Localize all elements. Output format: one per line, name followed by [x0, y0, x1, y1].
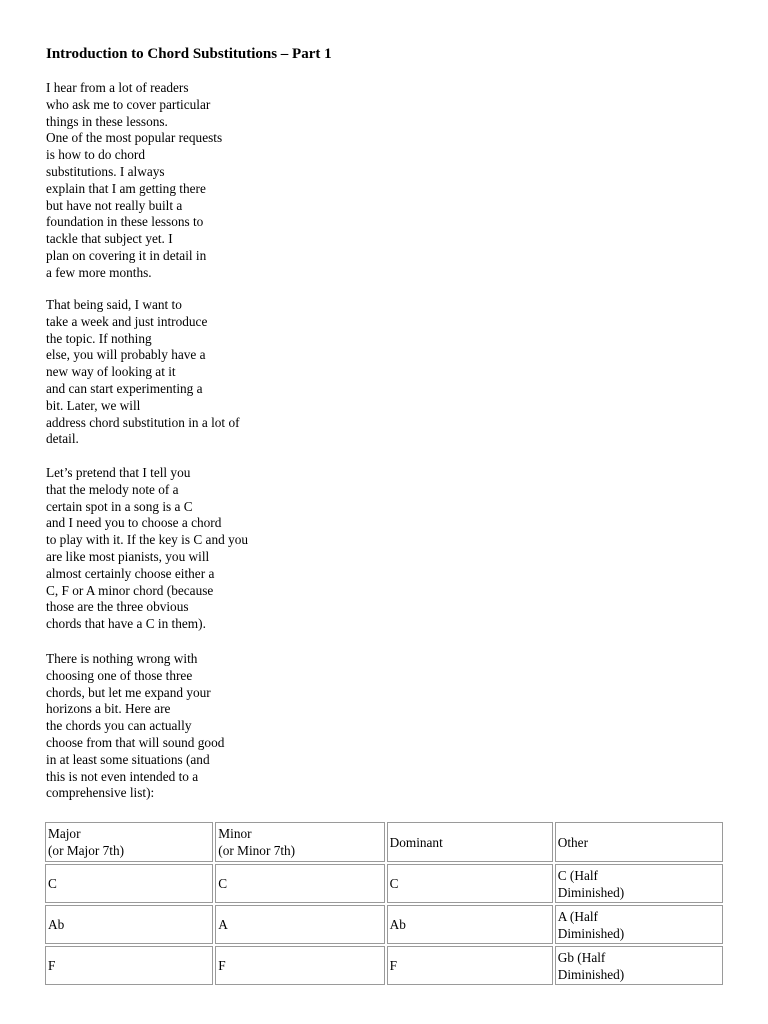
text-line: explain that I am getting there [46, 180, 206, 196]
text-line: those are the three obvious [46, 599, 189, 615]
table-cell [215, 946, 384, 985]
header-text: Minor [218, 826, 252, 841]
table-cell [215, 905, 384, 944]
text-line: One of the most popular requests [46, 130, 223, 146]
table-header-row [45, 822, 723, 862]
cell-text: A (Half [557, 908, 598, 924]
text-line: chords that have a C in them). [46, 616, 206, 632]
header-text: Dominant [389, 834, 443, 850]
text-line: choosing one of those three [46, 667, 193, 683]
text-line: new way of looking at it [46, 364, 176, 380]
cell-text: A [218, 917, 228, 932]
cell-text: F [389, 958, 397, 973]
table-cell [387, 905, 553, 944]
chord-table [43, 820, 725, 987]
text-line: That being said, I want to [46, 297, 182, 312]
table-row [45, 946, 723, 985]
text-line: are like most pianists, you will [46, 548, 210, 564]
cell-text: Ab [48, 917, 65, 932]
header-text: (or Minor 7th) [218, 843, 296, 858]
paragraph-4 [46, 651, 224, 802]
header-minor [215, 822, 384, 862]
paragraph-3 [46, 465, 248, 633]
table-cell [555, 864, 723, 903]
cell-text: C [48, 876, 57, 891]
text-line: and can start experimenting a [46, 380, 203, 396]
text-line: the chords you can actually [46, 718, 192, 734]
text-line: the topic. If nothing [46, 330, 152, 346]
cell-text: C [218, 876, 228, 891]
cell-text: Diminished) [557, 925, 625, 941]
table-cell [45, 864, 213, 903]
cell-text: Gb (Half [557, 949, 606, 965]
text-line: certain spot in a song is a C [46, 498, 193, 514]
text-line: to play with it. If the key is C and you [46, 532, 249, 548]
header-text: Major [48, 826, 81, 841]
text-line: that the melody note of a [46, 481, 179, 497]
table-cell [555, 946, 723, 985]
text-line: C, F or A minor chord (because [46, 582, 214, 598]
table-row [45, 905, 723, 944]
document-title: Introduction to Chord Substitutions – Part 1 [46, 46, 332, 62]
text-line: choose from that will sound good [46, 734, 225, 750]
header-dominant [387, 822, 553, 862]
text-line: in at least some situations (and [46, 751, 210, 767]
text-line: plan on covering it in detail in [46, 247, 207, 263]
text-line: address chord substitution in a lot of [46, 414, 240, 430]
text-line: detail. [46, 431, 79, 447]
text-line: take a week and just introduce [46, 313, 208, 329]
text-line: horizons a bit. Here are [46, 701, 171, 717]
cell-text: Ab [389, 917, 406, 932]
text-line: I hear from a lot of readers [46, 80, 189, 95]
table-cell [387, 946, 553, 985]
text-line: comprehensive list): [46, 785, 155, 801]
table-cell [387, 864, 553, 903]
cell-text: Diminished) [557, 966, 625, 982]
text-line: bit. Later, we will [46, 397, 141, 413]
header-text: Other [557, 834, 589, 850]
text-line: and I need you to choose a chord [46, 515, 222, 531]
cell-text: F [48, 958, 56, 973]
text-line: is how to do chord [46, 147, 145, 163]
text-line: foundation in these lessons to [46, 214, 204, 230]
table-cell [215, 864, 384, 903]
text-line: a few more months. [46, 264, 152, 280]
text-line: chords, but let me expand your [46, 684, 211, 700]
text-line: Let’s pretend that I tell you [46, 465, 191, 480]
text-line: else, you will probably have a [46, 347, 206, 363]
cell-text: C [389, 876, 399, 891]
table-row [45, 864, 723, 903]
text-line: tackle that subject yet. I [46, 231, 173, 247]
text-line: but have not really built a [46, 197, 183, 213]
text-line: who ask me to cover particular [46, 96, 211, 112]
text-line: almost certainly choose either a [46, 565, 215, 581]
table-cell [555, 905, 723, 944]
text-line: substitutions. I always [46, 163, 165, 179]
cell-text: F [218, 958, 226, 973]
paragraph-2 [46, 297, 240, 448]
header-text: (or Major 7th) [48, 843, 125, 858]
table-cell [45, 905, 213, 944]
cell-text: C (Half [557, 867, 598, 883]
cell-text: Diminished) [557, 884, 625, 900]
paragraph-1 [46, 80, 222, 282]
header-major [45, 822, 213, 862]
table-cell [45, 946, 213, 985]
header-other [555, 822, 723, 862]
text-line: There is nothing wrong with [46, 651, 198, 666]
text-line: things in these lessons. [46, 113, 168, 129]
text-line: this is not even intended to a [46, 768, 199, 784]
